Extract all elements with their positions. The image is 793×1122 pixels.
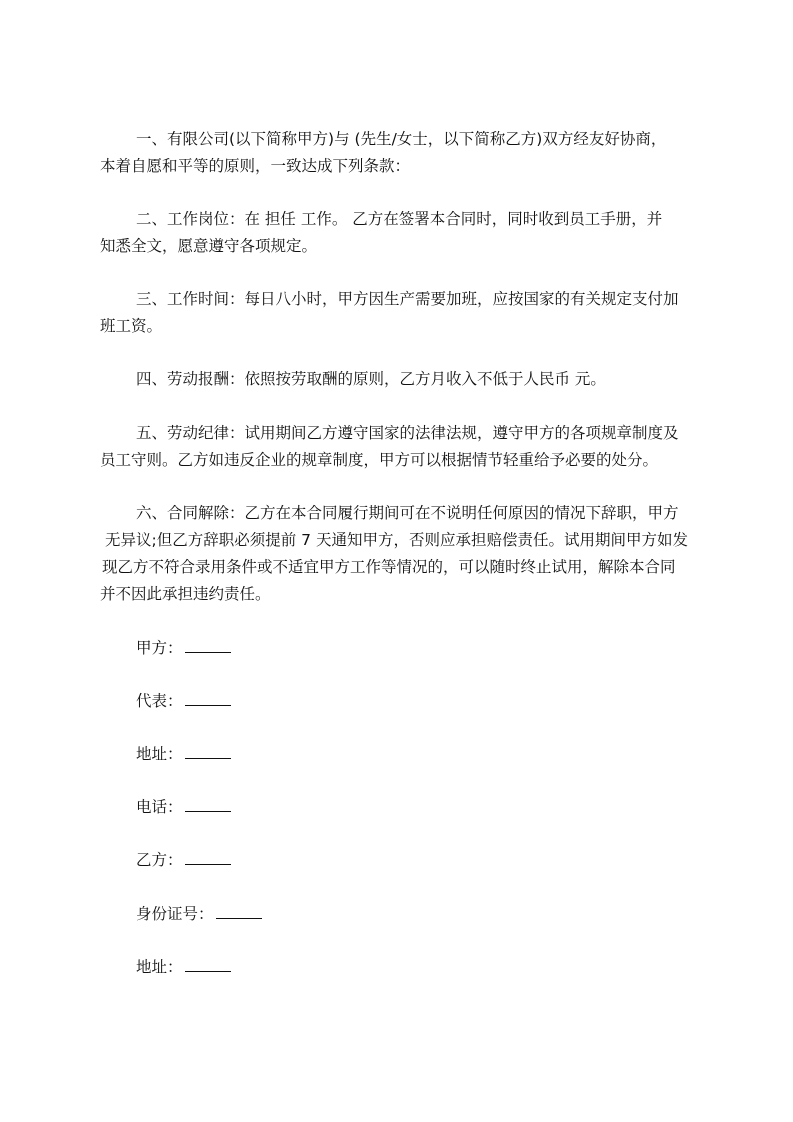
clause-6-line-3: 现乙方不符合录用条件或不适宜甲方工作等情况的，可以随时终止试用，解除本合同 (102, 558, 676, 576)
clause-5-line-2: 员工守则。乙方如违反企业的规章制度，甲方可以根据情节轻重给予必要的处分。 (100, 451, 659, 469)
phone-blank-line (185, 798, 231, 812)
clause-1 (100, 126, 701, 180)
party-b-blank-line (185, 851, 231, 865)
signature-id-number (136, 904, 262, 924)
address-a-label: 地址： (136, 745, 183, 763)
signature-party-b (136, 850, 231, 870)
clause-5 (100, 420, 701, 474)
id-number-blank-line (216, 905, 262, 919)
clause-1-line-1: 一、有限公司(以下简称甲方)与 (先生/女士，以下简称乙方)双方经友好协商， (136, 130, 667, 148)
signature-address-b (136, 957, 231, 977)
party-b-label: 乙方： (136, 851, 183, 869)
clause-1-line-2: 本着自愿和平等的原则，一致达成下列条款： (100, 157, 411, 175)
party-a-blank-line (185, 639, 231, 653)
representative-blank-line (185, 692, 231, 706)
clause-6-line-2: 无异议;但乙方辞职必须提前 7 天通知甲方，否则应承担赔偿责任。试用期间甲方如发 (105, 531, 688, 549)
clause-6-line-4: 并不因此承担违约责任。 (100, 585, 271, 603)
clause-4 (136, 366, 701, 393)
clause-3-line-2: 班工资。 (100, 317, 163, 335)
party-a-label: 甲方： (136, 639, 183, 657)
clause-2 (100, 206, 701, 260)
clause-2-line-1: 二、工作岗位：在 担任 工作。 乙方在签署本合同时，同时收到员工手册，并 (136, 210, 663, 228)
address-b-blank-line (185, 958, 231, 972)
address-a-blank-line (185, 745, 231, 759)
representative-label: 代表： (136, 692, 183, 710)
address-b-label: 地址： (136, 958, 183, 976)
signature-representative (136, 691, 231, 711)
clause-4-line-1: 四、劳动报酬：依照按劳取酬的原则，乙方月收入不低于人民币 元。 (136, 370, 606, 388)
clause-2-line-2: 知悉全文，愿意遵守各项规定。 (100, 237, 318, 255)
signature-phone (136, 797, 231, 817)
signature-address-a (136, 744, 231, 764)
id-number-label: 身份证号： (136, 905, 214, 923)
clause-3 (100, 286, 701, 340)
phone-label: 电话： (136, 798, 183, 816)
clause-5-line-1: 五、劳动纪律：试用期间乙方遵守国家的法律法规，遵守甲方的各项规章制度及 (136, 424, 679, 442)
clause-6 (100, 500, 701, 608)
clause-3-line-1: 三、工作时间：每日八小时，甲方因生产需要加班，应按国家的有关规定支付加 (136, 290, 679, 308)
signature-party-a (136, 638, 231, 658)
clause-6-line-1: 六、合同解除：乙方在本合同履行期间可在不说明任何原因的情况下辞职，甲方 (136, 504, 679, 522)
